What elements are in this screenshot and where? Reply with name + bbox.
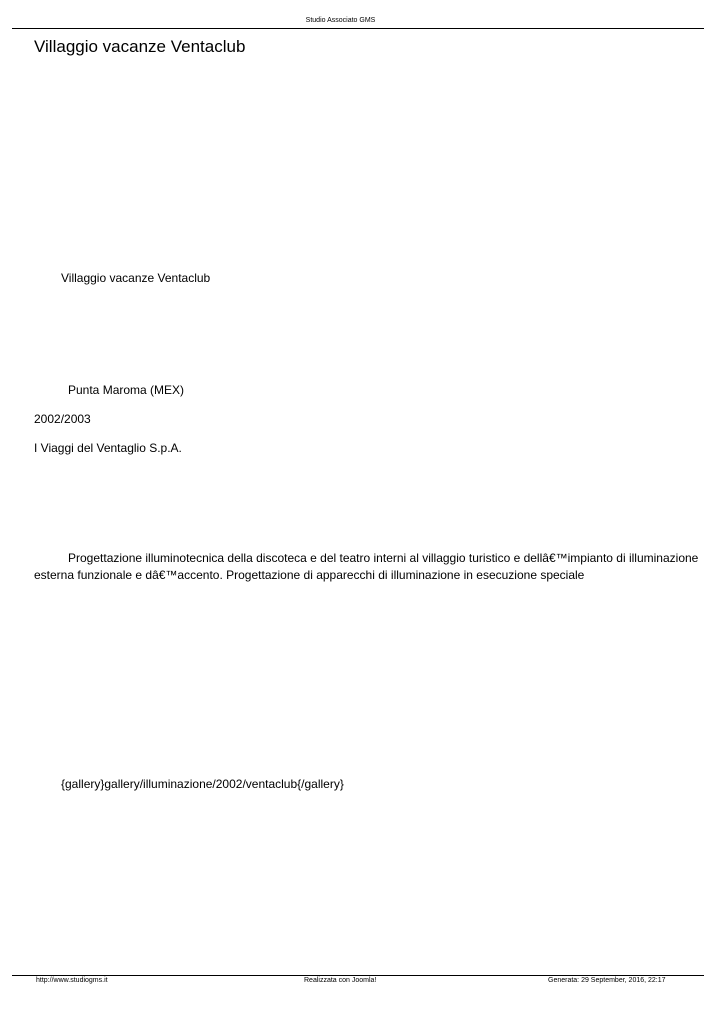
page-title: Villaggio vacanze Ventaclub <box>34 37 246 56</box>
footer-divider <box>12 975 704 976</box>
description-line: esterna funzionale e dâ€™accento. Progettazione di apparecchi di illuminazione in esecuzione speciale <box>34 568 585 582</box>
header-divider <box>12 28 704 29</box>
site-title: Studio Associato GMS <box>305 17 376 24</box>
footer-generated-date: Generata: 29 September, 2016, 22:17 <box>548 977 666 984</box>
project-description <box>34 550 724 584</box>
project-years: 2002/2003 <box>34 412 91 426</box>
project-location: Punta Maroma (MEX) <box>68 383 185 397</box>
project-client: I Viaggi del Ventaglio S.p.A. <box>34 441 182 455</box>
gallery-placeholder: {gallery}gallery/illuminazione/2002/ventaclub{/gallery} <box>61 777 344 791</box>
description-line: Progettazione illuminotecnica della discoteca e del teatro interni al villaggio turistico e dellâ€™impianto di illuminazione <box>68 551 699 565</box>
footer-powered-by: Realizzata con Joomla! <box>304 977 377 984</box>
article-subtitle: Villaggio vacanze Ventaclub <box>61 271 211 285</box>
footer-url-link[interactable]: http://www.studiogms.it <box>36 977 108 984</box>
